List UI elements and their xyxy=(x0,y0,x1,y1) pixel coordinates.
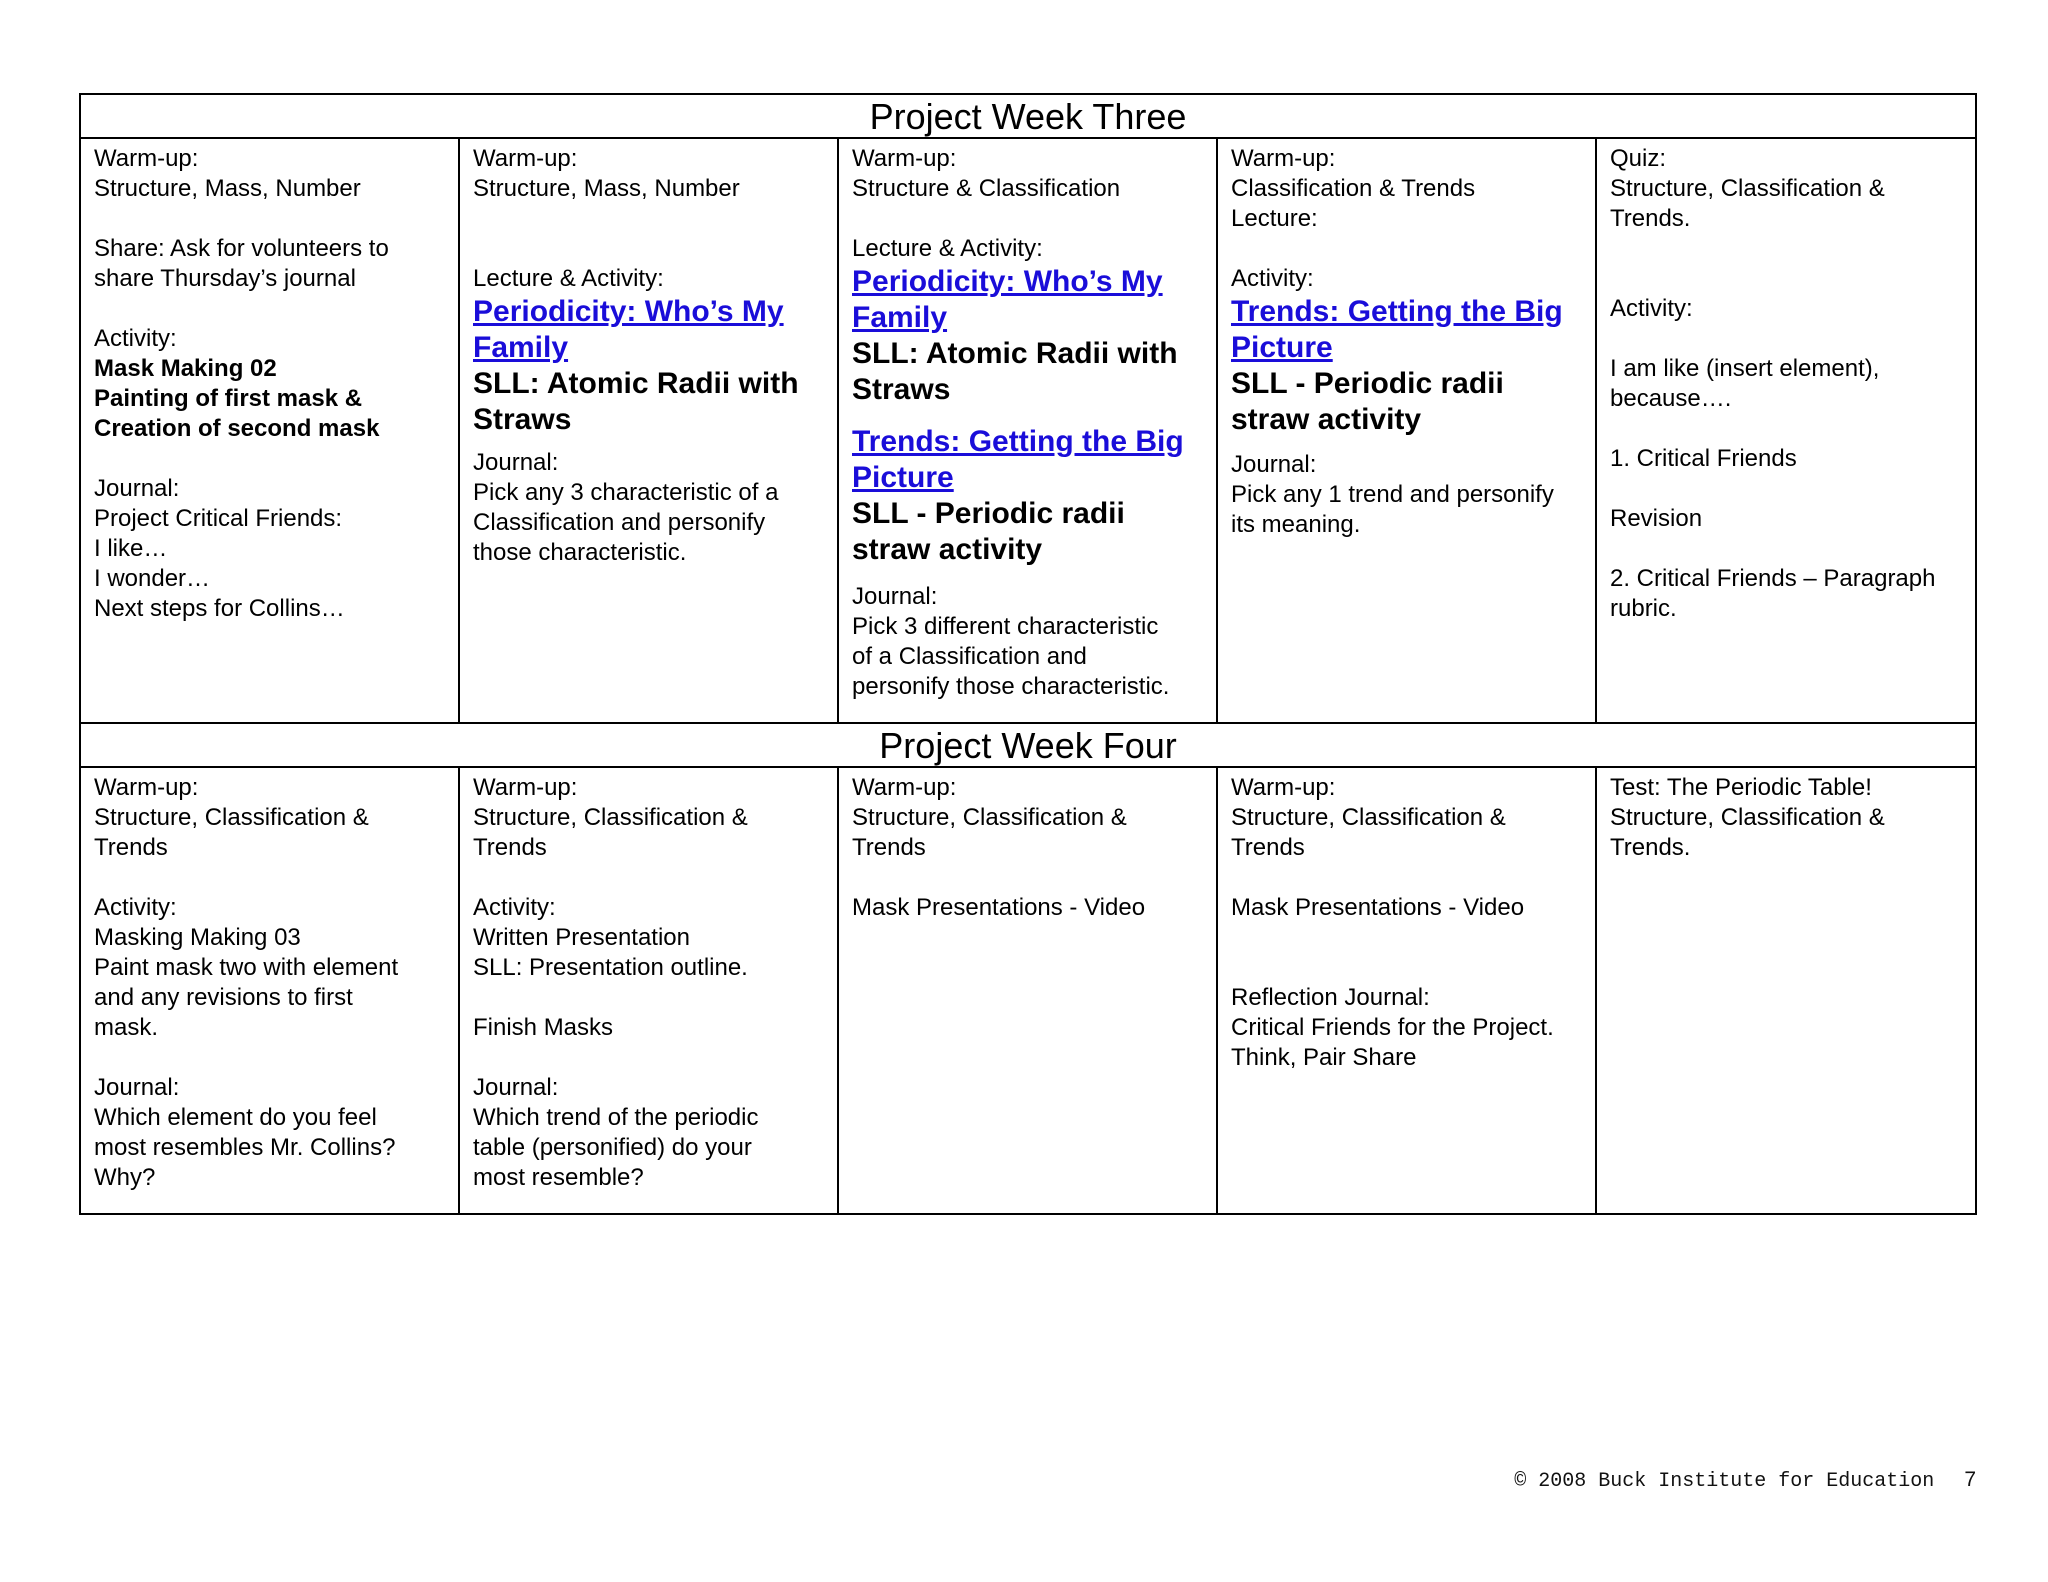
periodicity-link[interactable]: Periodicity: Who’s My Family xyxy=(473,295,784,364)
text-line: Trends. xyxy=(1610,834,1691,861)
text-line: I wonder… xyxy=(94,565,211,592)
text-line: Structure, Classification & xyxy=(94,804,369,831)
week-three-day-5 xyxy=(1596,138,1976,723)
text-line: Test: The Periodic Table! xyxy=(1610,774,1872,801)
text-line: most resembles Mr. Collins? xyxy=(94,1134,396,1161)
text-line: Trends xyxy=(852,834,926,861)
week-four-header-row xyxy=(80,723,1976,767)
text-line: Next steps for Collins… xyxy=(94,595,345,622)
text-line: Pick any 3 characteristic of a xyxy=(473,479,779,506)
activity-detail: Creation of second mask xyxy=(94,415,380,442)
week-four-day-5 xyxy=(1596,767,1976,1214)
page-footer xyxy=(1514,1468,1976,1493)
text-line: personify those characteristic. xyxy=(852,673,1170,700)
text-line: most resemble? xyxy=(473,1164,644,1191)
text-line: Lecture: xyxy=(1231,205,1318,232)
text-line: Critical Friends for the Project. xyxy=(1231,1014,1554,1041)
week-three-day-2 xyxy=(459,138,838,723)
text-line: Trends xyxy=(473,834,547,861)
activity-detail: Painting of first mask & xyxy=(94,385,363,412)
text-line: Trends. xyxy=(1610,205,1691,232)
copyright-text: © 2008 Buck Institute for Education xyxy=(1514,1470,1935,1493)
week-four-title: Project Week Four xyxy=(80,723,1976,767)
text-line: Warm-up: xyxy=(1231,774,1336,801)
text-line: Structure, Classification & xyxy=(1610,804,1885,831)
text-line: Why? xyxy=(94,1164,156,1191)
text-line: mask. xyxy=(94,1014,159,1041)
sll-activity: SLL: Atomic Radii with Straws xyxy=(852,337,1178,406)
text-line: I like… xyxy=(94,535,168,562)
text-line: Structure & Classification xyxy=(852,175,1121,202)
text-line: Masking Making 03 xyxy=(94,924,301,951)
text-line: Share: Ask for volunteers to xyxy=(94,235,389,262)
text-line: Journal: xyxy=(473,449,559,476)
week-three-header-row xyxy=(80,94,1976,138)
text-line: Written Presentation xyxy=(473,924,690,951)
text-line: I am like (insert element), xyxy=(1610,355,1880,382)
text-line: Classification and personify xyxy=(473,509,766,536)
text-line: Journal: xyxy=(94,1074,180,1101)
text-line: Lecture & Activity: xyxy=(473,265,664,292)
text-line: Warm-up: xyxy=(1231,145,1336,172)
text-line: Warm-up: xyxy=(94,145,199,172)
text-line: Activity: xyxy=(1231,265,1314,292)
text-line: Structure, Mass, Number xyxy=(473,175,740,202)
text-line: Which element do you feel xyxy=(94,1104,377,1131)
week-three-row xyxy=(80,138,1976,723)
text-line: Activity: xyxy=(94,325,177,352)
text-line: Project Critical Friends: xyxy=(94,505,343,532)
text-line: table (personified) do your xyxy=(473,1134,752,1161)
text-line: Finish Masks xyxy=(473,1014,614,1041)
lesson-plan-page xyxy=(79,93,1975,1215)
text-line: Structure, Classification & xyxy=(1231,804,1506,831)
text-line: Warm-up: xyxy=(852,774,957,801)
text-line: Structure, Classification & xyxy=(852,804,1127,831)
text-line: Revision xyxy=(1610,505,1703,532)
text-line: Lecture & Activity: xyxy=(852,235,1043,262)
text-line: 1. Critical Friends xyxy=(1610,445,1797,472)
week-three-day-4 xyxy=(1217,138,1596,723)
sll-activity: SLL - Periodic radii straw activity xyxy=(852,497,1125,566)
text-line: Mask Presentations - Video xyxy=(852,894,1146,921)
text-line: of a Classification and xyxy=(852,643,1087,670)
lesson-plan-table xyxy=(79,93,1977,1215)
text-line: Activity: xyxy=(94,894,177,921)
text-line: share Thursday’s journal xyxy=(94,265,356,292)
sll-activity: SLL: Atomic Radii with Straws xyxy=(473,367,799,436)
text-line: its meaning. xyxy=(1231,511,1361,538)
text-line: Trends xyxy=(94,834,168,861)
text-line: Think, Pair Share xyxy=(1231,1044,1417,1071)
text-line: Classification & Trends xyxy=(1231,175,1476,202)
text-line: Journal: xyxy=(852,583,938,610)
text-line: Trends xyxy=(1231,834,1305,861)
week-three-day-1 xyxy=(80,138,459,723)
text-line: Warm-up: xyxy=(94,774,199,801)
week-four-day-4 xyxy=(1217,767,1596,1214)
text-line: Reflection Journal: xyxy=(1231,984,1430,1011)
page-number: 7 xyxy=(1964,1468,1976,1491)
text-line: Warm-up: xyxy=(852,145,957,172)
week-three-title: Project Week Three xyxy=(80,94,1976,138)
text-line: Activity: xyxy=(1610,295,1693,322)
text-line: Warm-up: xyxy=(473,145,578,172)
text-line: Structure, Classification & xyxy=(1610,175,1885,202)
text-line: Warm-up: xyxy=(473,774,578,801)
week-four-day-1 xyxy=(80,767,459,1214)
text-line: rubric. xyxy=(1610,595,1677,622)
text-line: Mask Presentations - Video xyxy=(1231,894,1525,921)
text-line: Structure, Mass, Number xyxy=(94,175,361,202)
text-line: Structure, Classification & xyxy=(473,804,748,831)
text-line: those characteristic. xyxy=(473,539,687,566)
periodicity-link[interactable]: Periodicity: Who’s My Family xyxy=(852,265,1163,334)
text-line: Journal: xyxy=(94,475,180,502)
trends-link[interactable]: Trends: Getting the Big Picture xyxy=(852,425,1184,494)
text-line: Paint mask two with element xyxy=(94,954,399,981)
text-line: Activity: xyxy=(473,894,556,921)
trends-link[interactable]: Trends: Getting the Big Picture xyxy=(1231,295,1563,364)
text-line: SLL: Presentation outline. xyxy=(473,954,748,981)
text-line: Quiz: xyxy=(1610,145,1667,172)
week-four-day-3 xyxy=(838,767,1217,1214)
text-line: Pick 3 different characteristic xyxy=(852,613,1159,640)
text-line: Journal: xyxy=(1231,451,1317,478)
sll-activity: SLL - Periodic radii straw activity xyxy=(1231,367,1504,436)
text-line: and any revisions to first xyxy=(94,984,353,1011)
week-four-day-2 xyxy=(459,767,838,1214)
activity-title: Mask Making 02 xyxy=(94,355,277,382)
week-four-row xyxy=(80,767,1976,1214)
week-three-day-3 xyxy=(838,138,1217,723)
text-line: 2. Critical Friends – Paragraph xyxy=(1610,565,1936,592)
text-line: Which trend of the periodic xyxy=(473,1104,759,1131)
text-line: Pick any 1 trend and personify xyxy=(1231,481,1554,508)
text-line: Journal: xyxy=(473,1074,559,1101)
text-line: because…. xyxy=(1610,385,1732,412)
